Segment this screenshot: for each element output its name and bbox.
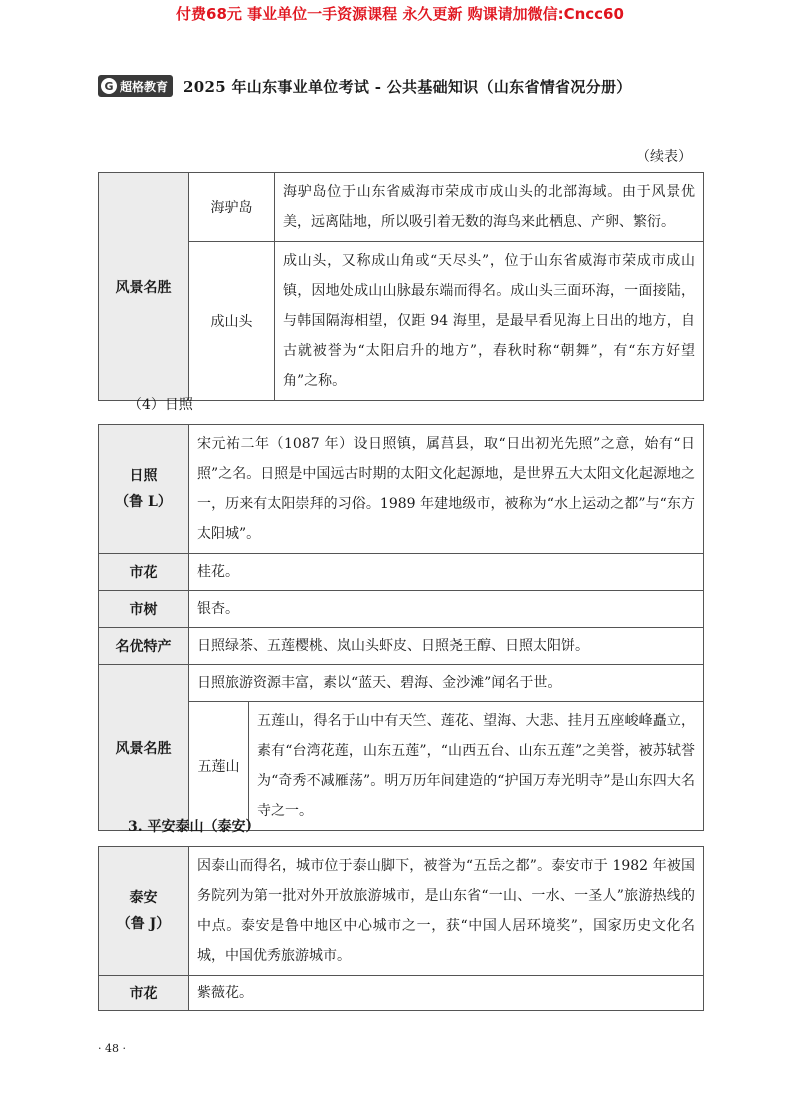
flower-label: 市花 — [99, 976, 189, 1011]
table-row — [99, 847, 704, 976]
page-header — [98, 74, 708, 98]
table-row — [99, 173, 704, 242]
city-intro-cell: 因泰山而得名，城市位于泰山脚下，被誉为“五岳之都”。泰安市于 1982 年被国务院列为第一批对外开放旅游城市，是山东省“一山、一水、一圣人”旅游热线的中点。泰安是鲁中地区中心城市之一，获“中国人居环境奖”，国家历史文化名城，中国优秀旅游城市。 — [189, 847, 704, 976]
table-row — [99, 425, 704, 554]
table-row — [99, 702, 704, 831]
flower-value: 桂花。 — [189, 554, 704, 591]
city-name-cell — [99, 425, 189, 554]
table-row — [99, 665, 704, 702]
scenic-name-cell: 五莲山 — [189, 702, 249, 831]
watermark-banner: 付费68元 事业单位一手资源课程 永久更新 购课请加微信:Cncc60 — [176, 5, 624, 23]
section-heading-taian: 3. 平安泰山（泰安） — [128, 819, 260, 835]
logo-text: 超格教育 — [120, 79, 169, 94]
table-row — [99, 554, 704, 591]
flower-label: 市花 — [99, 554, 189, 591]
section-heading-rizhao: （4）日照 — [128, 397, 193, 413]
table-row — [99, 628, 704, 665]
header-title: 2025 年山东事业单位考试 - 公共基础知识（山东省情省况分册） — [183, 77, 632, 96]
continued-label: （续表） — [636, 149, 692, 165]
table-row — [99, 591, 704, 628]
tree-label: 市树 — [99, 591, 189, 628]
table-row — [99, 976, 704, 1011]
city-code: （鲁 L） — [115, 494, 172, 510]
publisher-logo — [98, 75, 173, 97]
products-value: 日照绿茶、五莲樱桃、岚山头虾皮、日照尧王醇、日照太阳饼。 — [189, 628, 704, 665]
tree-value: 银杏。 — [189, 591, 704, 628]
spot-desc-cell: 成山头，又称成山角或“天尽头”，位于山东省威海市荣成市成山镇，因地处成山山脉最东端而得名。成山头三面环海，一面接陆，与韩国隔海相望，仅距 94 海里，是最早看见海上日出的地方，自古就被誉为“太阳启升的地方”，春秋时称“朝舞”，有“东方好望角”之称。 — [275, 242, 704, 401]
city-name: 日照 — [129, 468, 158, 484]
table-row — [99, 242, 704, 401]
spot-desc-cell: 海驴岛位于山东省威海市荣成市成山头的北部海域。由于风景优美，远离陆地，所以吸引着无数的海鸟来此栖息、产卵、繁衍。 — [275, 173, 704, 242]
city-intro-cell: 宋元祐二年（1087 年）设日照镇，属莒县，取“日出初光先照”之意，始有“日照”之名。日照是中国远古时期的太阳文化起源地，是世界五大太阳文化起源地之一，历来有太阳崇拜的习俗。1989 年建地级市，被称为“水上运动之都”与“东方太阳城”。 — [189, 425, 704, 554]
rizhao-table — [98, 424, 704, 831]
city-name: 泰安 — [129, 890, 158, 906]
city-name-cell — [99, 847, 189, 976]
category-cell: 风景名胜 — [99, 173, 189, 401]
scenic-desc-cell: 五莲山，得名于山中有天竺、莲花、望海、大悲、挂月五座峻峰矗立，素有“台湾花莲，山东五莲”，“山西五台、山东五莲”之美誉，被苏轼誉为“奇秀不减雁荡”。明万历年间建造的“护国万寿光明寺”是山东四大名寺之一。 — [249, 702, 704, 831]
page-number: · 48 · — [98, 1042, 126, 1055]
scenic-intro: 日照旅游资源丰富，素以“蓝天、碧海、金沙滩”闻名于世。 — [189, 665, 704, 702]
scenic-table-continued — [98, 172, 704, 401]
scenic-label: 风景名胜 — [99, 665, 189, 831]
city-code: （鲁 J） — [116, 916, 171, 932]
flower-value: 紫薇花。 — [189, 976, 704, 1011]
spot-name-cell: 海驴岛 — [189, 173, 275, 242]
spot-name-cell: 成山头 — [189, 242, 275, 401]
products-label: 名优特产 — [99, 628, 189, 665]
taian-table — [98, 846, 704, 1011]
logo-mark-icon: G — [101, 78, 117, 94]
